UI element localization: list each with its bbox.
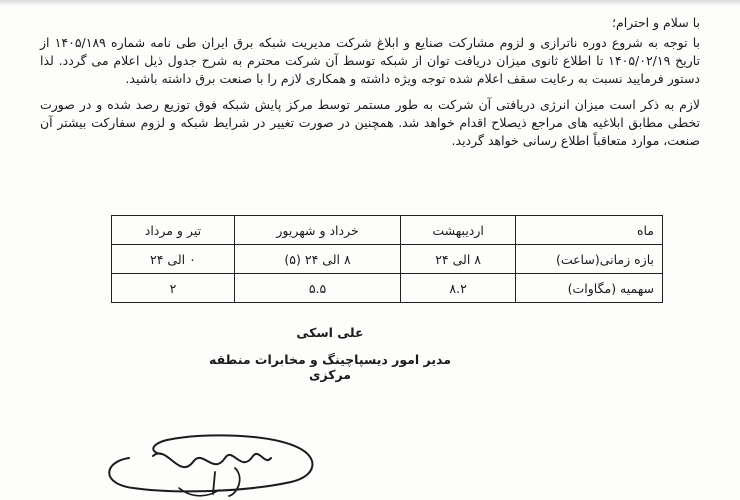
table-cell: ۸ الی ۲۴ (۵) <box>234 245 400 274</box>
table-cell: بازه زمانی(ساعت) <box>516 245 663 274</box>
table-cell: سهمیه (مگاوات) <box>516 274 663 303</box>
table-row <box>112 274 663 303</box>
table-header-cell: خرداد و شهریور <box>234 216 400 245</box>
signatory-name: علی اسکی <box>296 325 364 340</box>
signatory-title: مدیر امور دیسپاچینگ و مخابرات منطقه مرکزی <box>208 352 451 382</box>
signature-block <box>200 325 460 382</box>
table-cell: ۸.۲ <box>401 274 516 303</box>
table-cell: ۲ <box>112 274 235 303</box>
table-cell: ۰ الی ۲۴ <box>112 245 235 274</box>
table-header-cell: تیر و مرداد <box>112 216 235 245</box>
table-row <box>112 245 663 274</box>
table-header-cell: ماه <box>516 216 663 245</box>
paragraph-1: با توجه به شروع دوره ناترازی و لزوم مشارکت صنایع و ابلاغ شرکت مدیریت شبکه برق ایران طی نامه شماره ۱۴۰۵/۱۸۹ از تاریخ ۱۴۰۵/۰۲/۱۹ تا اطلاع ثانوی میزان دریافت توان از شبکه توسط آن شرکت محترم به شرح جدول ذیل اعلام می گردد. لذا دستور فرمایید نسبت به رعایت سقف اعلام شده توجه ویژه داشته و همکاری لازم را با صنعت برق داشته باشید. <box>40 35 700 86</box>
table-header-cell: اردیبهشت <box>401 216 516 245</box>
greeting: با سلام و احترام؛ <box>612 15 700 30</box>
letter-body <box>40 14 700 150</box>
table-header-row <box>112 216 663 245</box>
quota-table <box>111 215 663 303</box>
paragraph-2: لازم به ذکر است میزان انرژی دریافتی آن شرکت به طور مستمر توسط مرکز پایش شبکه فوق توزیع رصد شده و در صورت تخطی مطابق ابلاغیه های مراجع ذیصلاح اقدام خواهد شد. همچنین در صورت تغییر در شرایط شبکه و لزوم سفارکت بیشتر آن صنعت، موارد متعاقباً اطلاع رسانی خواهد گردید. <box>40 97 700 148</box>
top-edge-shadow <box>0 0 740 6</box>
table-cell: ۸ الی ۲۴ <box>401 245 516 274</box>
handwritten-signature <box>95 418 325 500</box>
table-cell: ۵.۵ <box>234 274 400 303</box>
